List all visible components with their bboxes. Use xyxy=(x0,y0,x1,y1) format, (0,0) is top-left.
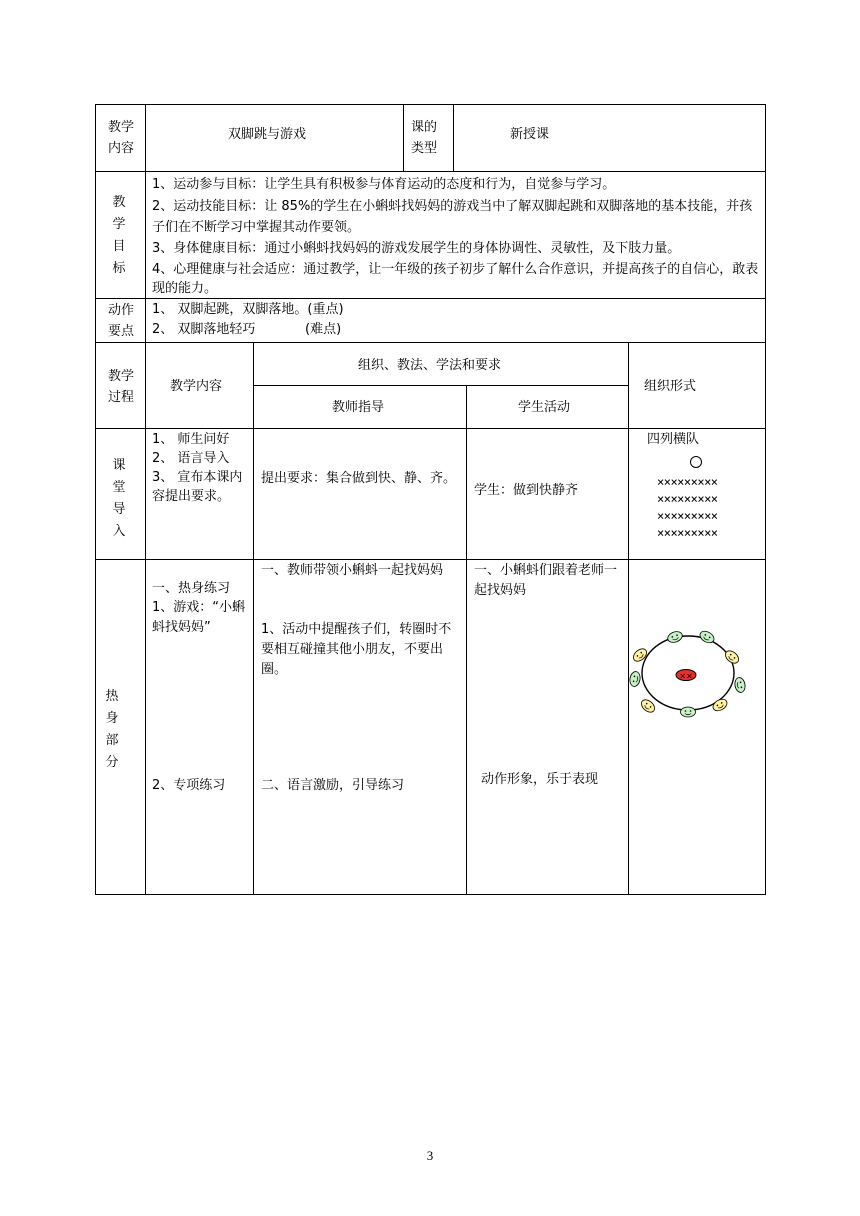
col-header-teacher: 教师指导 xyxy=(332,400,385,415)
col-divider xyxy=(628,342,629,895)
label-intro: 课堂导入 xyxy=(112,458,126,539)
tadpole-smiley-icon xyxy=(629,671,641,688)
row-divider xyxy=(95,171,766,172)
formation-row: ××××××××× xyxy=(657,509,718,523)
warmup-teacher-2: 1、活动中提醒孩子们，转圈时不要相互碰撞其他小朋友，不要出圈。 xyxy=(261,622,452,677)
col-divider xyxy=(453,104,454,171)
label-objectives: 教学目标 xyxy=(112,195,126,276)
label-key-points: 动作要点 xyxy=(107,303,134,339)
intro-item-2: 2、 语言导入 xyxy=(152,451,230,466)
page-number: 3 xyxy=(426,1148,434,1163)
label-warmup: 热身部分 xyxy=(105,689,119,770)
objective-1: 1、运动参与目标：让学生具有积极参与体育运动的态度和行为，自觉参与学习。 xyxy=(152,177,616,192)
warmup-content-3: 2、专项练习 xyxy=(152,778,226,793)
col-divider xyxy=(253,342,254,895)
intro-item-1: 1、 师生问好 xyxy=(152,432,230,447)
col-header-form: 组织形式 xyxy=(644,379,697,394)
warmup-teacher-3: 二、语言激励，引导练习 xyxy=(261,778,405,793)
objective-4: 4、心理健康与社会适应：通过教学，让一年级的孩子初步了解什么合作意识，并提高孩子的自信心，敢表现的能力。 xyxy=(152,262,759,296)
tadpole-smiley-icon xyxy=(734,677,746,694)
row-divider xyxy=(95,342,766,343)
tadpole-smiley-icon xyxy=(631,646,649,663)
intro-teacher: 提出要求：集合做到快、静、齐。 xyxy=(261,471,457,486)
formation-title: 四列横队 xyxy=(647,432,700,447)
col-divider xyxy=(403,104,404,171)
label-teaching-content: 教学内容 xyxy=(108,120,135,156)
svg-text:××: ×× xyxy=(679,671,693,681)
formation-row: ××××××××× xyxy=(657,492,718,506)
key-point-2: 2、 双脚落地轻巧 (难点) xyxy=(152,322,342,337)
lesson-title: 双脚跳与游戏 xyxy=(228,127,307,142)
warmup-teacher-1: 一、教师带领小蝌蚪一起找妈妈 xyxy=(261,563,444,578)
warmup-student-1: 一、小蝌蚪们跟着老师一起找妈妈 xyxy=(474,563,618,598)
tadpole-smiley-icon xyxy=(711,697,729,713)
formation-row: ××××××××× xyxy=(657,475,718,489)
tadpole-circle-diagram xyxy=(628,625,748,720)
label-lesson-type: 课的类型 xyxy=(411,120,438,156)
objective-2: 2、运动技能目标：让 85%的学生在小蝌蚪找妈妈的游戏当中了解双脚起跳和双脚落地的基本技能，并孩子们在不断学习中掌握其动作要领。 xyxy=(152,199,753,235)
tadpole-smiley-icon xyxy=(639,697,657,714)
col-divider xyxy=(145,104,146,895)
row-divider xyxy=(95,559,766,560)
objective-3: 3、身体健康目标：通过小蝌蚪找妈妈的游戏发展学生的身体协调性、灵敏性，及下肢力量。 xyxy=(152,241,681,256)
intro-student: 学生：做到快静齐 xyxy=(474,483,579,498)
lesson-type-value: 新授课 xyxy=(510,127,550,142)
col-header-content: 教学内容 xyxy=(170,379,223,394)
teacher-position-icon xyxy=(690,456,702,468)
row-divider xyxy=(95,428,766,429)
warmup-student-2: 动作形象，乐于表现 xyxy=(481,772,599,787)
col-divider xyxy=(466,385,467,895)
formation-row: ××××××××× xyxy=(657,526,718,540)
tadpole-smiley-icon xyxy=(666,630,684,645)
label-teaching-process: 教学过程 xyxy=(107,369,134,405)
warmup-content-2: 1、游戏：“小蝌蚪找妈妈” xyxy=(152,600,246,635)
warmup-content-1: 一、热身练习 xyxy=(152,581,231,596)
row-divider xyxy=(95,298,766,299)
intro-item-3: 3、 宣布本课内容提出要求。 xyxy=(152,470,243,504)
row-divider xyxy=(253,385,628,386)
col-header-org: 组织、教法、学法和要求 xyxy=(358,358,502,373)
tadpole-smiley-icon xyxy=(681,707,696,717)
col-header-student: 学生活动 xyxy=(518,400,571,415)
key-point-1: 1、 双脚起跳，双脚落地。(重点) xyxy=(152,302,344,317)
